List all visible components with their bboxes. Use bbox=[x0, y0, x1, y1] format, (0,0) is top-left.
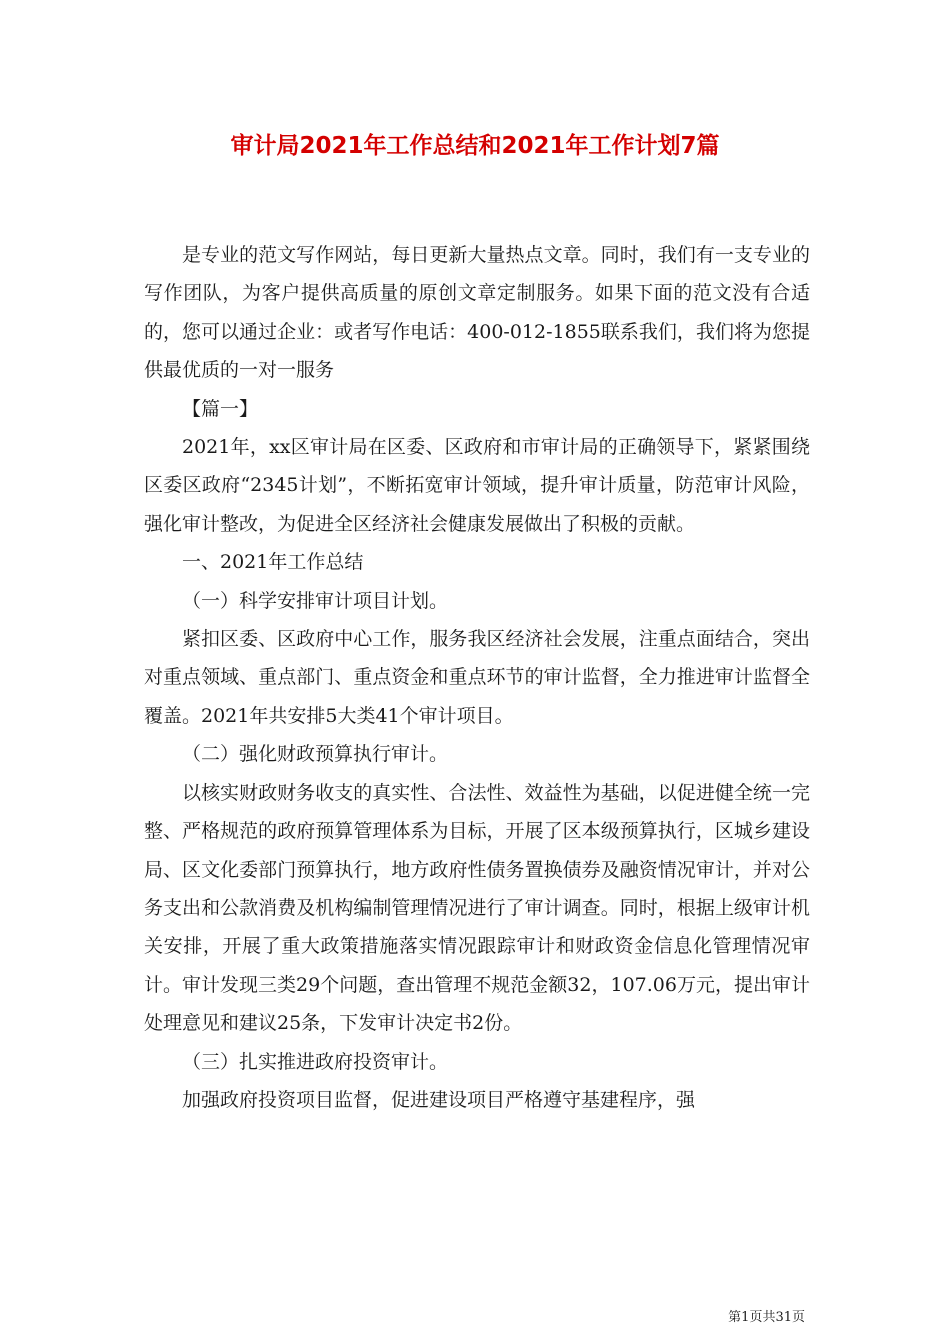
body-paragraph: 2021年，xx区审计局在区委、区政府和市审计局的正确领导下，紧紧围绕区委区政府“2345计划”，不断拓宽审计领域，提升审计质量，防范审计风险，强化审计整改，为促进全区经济社会健康发展做出了积极的贡献。 bbox=[144, 436, 810, 535]
document-body bbox=[144, 236, 810, 1119]
subsection-heading: （三）扎实推进政府投资审计。 bbox=[182, 1050, 449, 1073]
document-title: 审计局2021年工作总结和2021年工作计划7篇 bbox=[230, 133, 720, 159]
body-paragraph: 加强政府投资项目监督，促进建设项目严格遵守基建程序，强 bbox=[182, 1088, 696, 1111]
intro-paragraph: 是专业的范文写作网站，每日更新大量热点文章。同时，我们有一支专业的写作团队，为客户提供高质量的原创文章定制服务。如果下面的范文没有合适的，您可以通过企业：或者写作电话：400-012-1855联系我们，我们将为您提供最优质的一对一服务 bbox=[144, 244, 810, 382]
section-heading-part-one: 【篇一】 bbox=[182, 397, 259, 420]
body-paragraph: 紧扣区委、区政府中心工作，服务我区经济社会发展，注重点面结合，突出对重点领域、重点部门、重点资金和重点环节的审计监督，全力推进审计监督全覆盖。2021年共安排5大类41个审计项目。 bbox=[144, 628, 810, 727]
body-paragraph: 以核实财政财务收支的真实性、合法性、效益性为基础，以促进健全统一完整、严格规范的政府预算管理体系为目标，开展了区本级预算执行，区城乡建设局、区文化委部门预算执行，地方政府性债务置换债券及融资情况审计，并对公务支出和公款消费及机构编制管理情况进行了审计调查。同时，根据上级审计机关安排，开展了重大政策措施落实情况跟踪审计和财政资金信息化管理情况审计。审计发现三类29个问题，查出管理不规范金额32，107.06万元，提出审计处理意见和建议25条，下发审计决定书2份。 bbox=[144, 781, 810, 1035]
section-heading: 一、2021年工作总结 bbox=[182, 551, 364, 574]
subsection-heading: （二）强化财政预算执行审计。 bbox=[182, 743, 449, 766]
subsection-heading: （一）科学安排审计项目计划。 bbox=[182, 589, 449, 612]
page-number-footer: 第1页共31页 bbox=[728, 1310, 805, 1325]
